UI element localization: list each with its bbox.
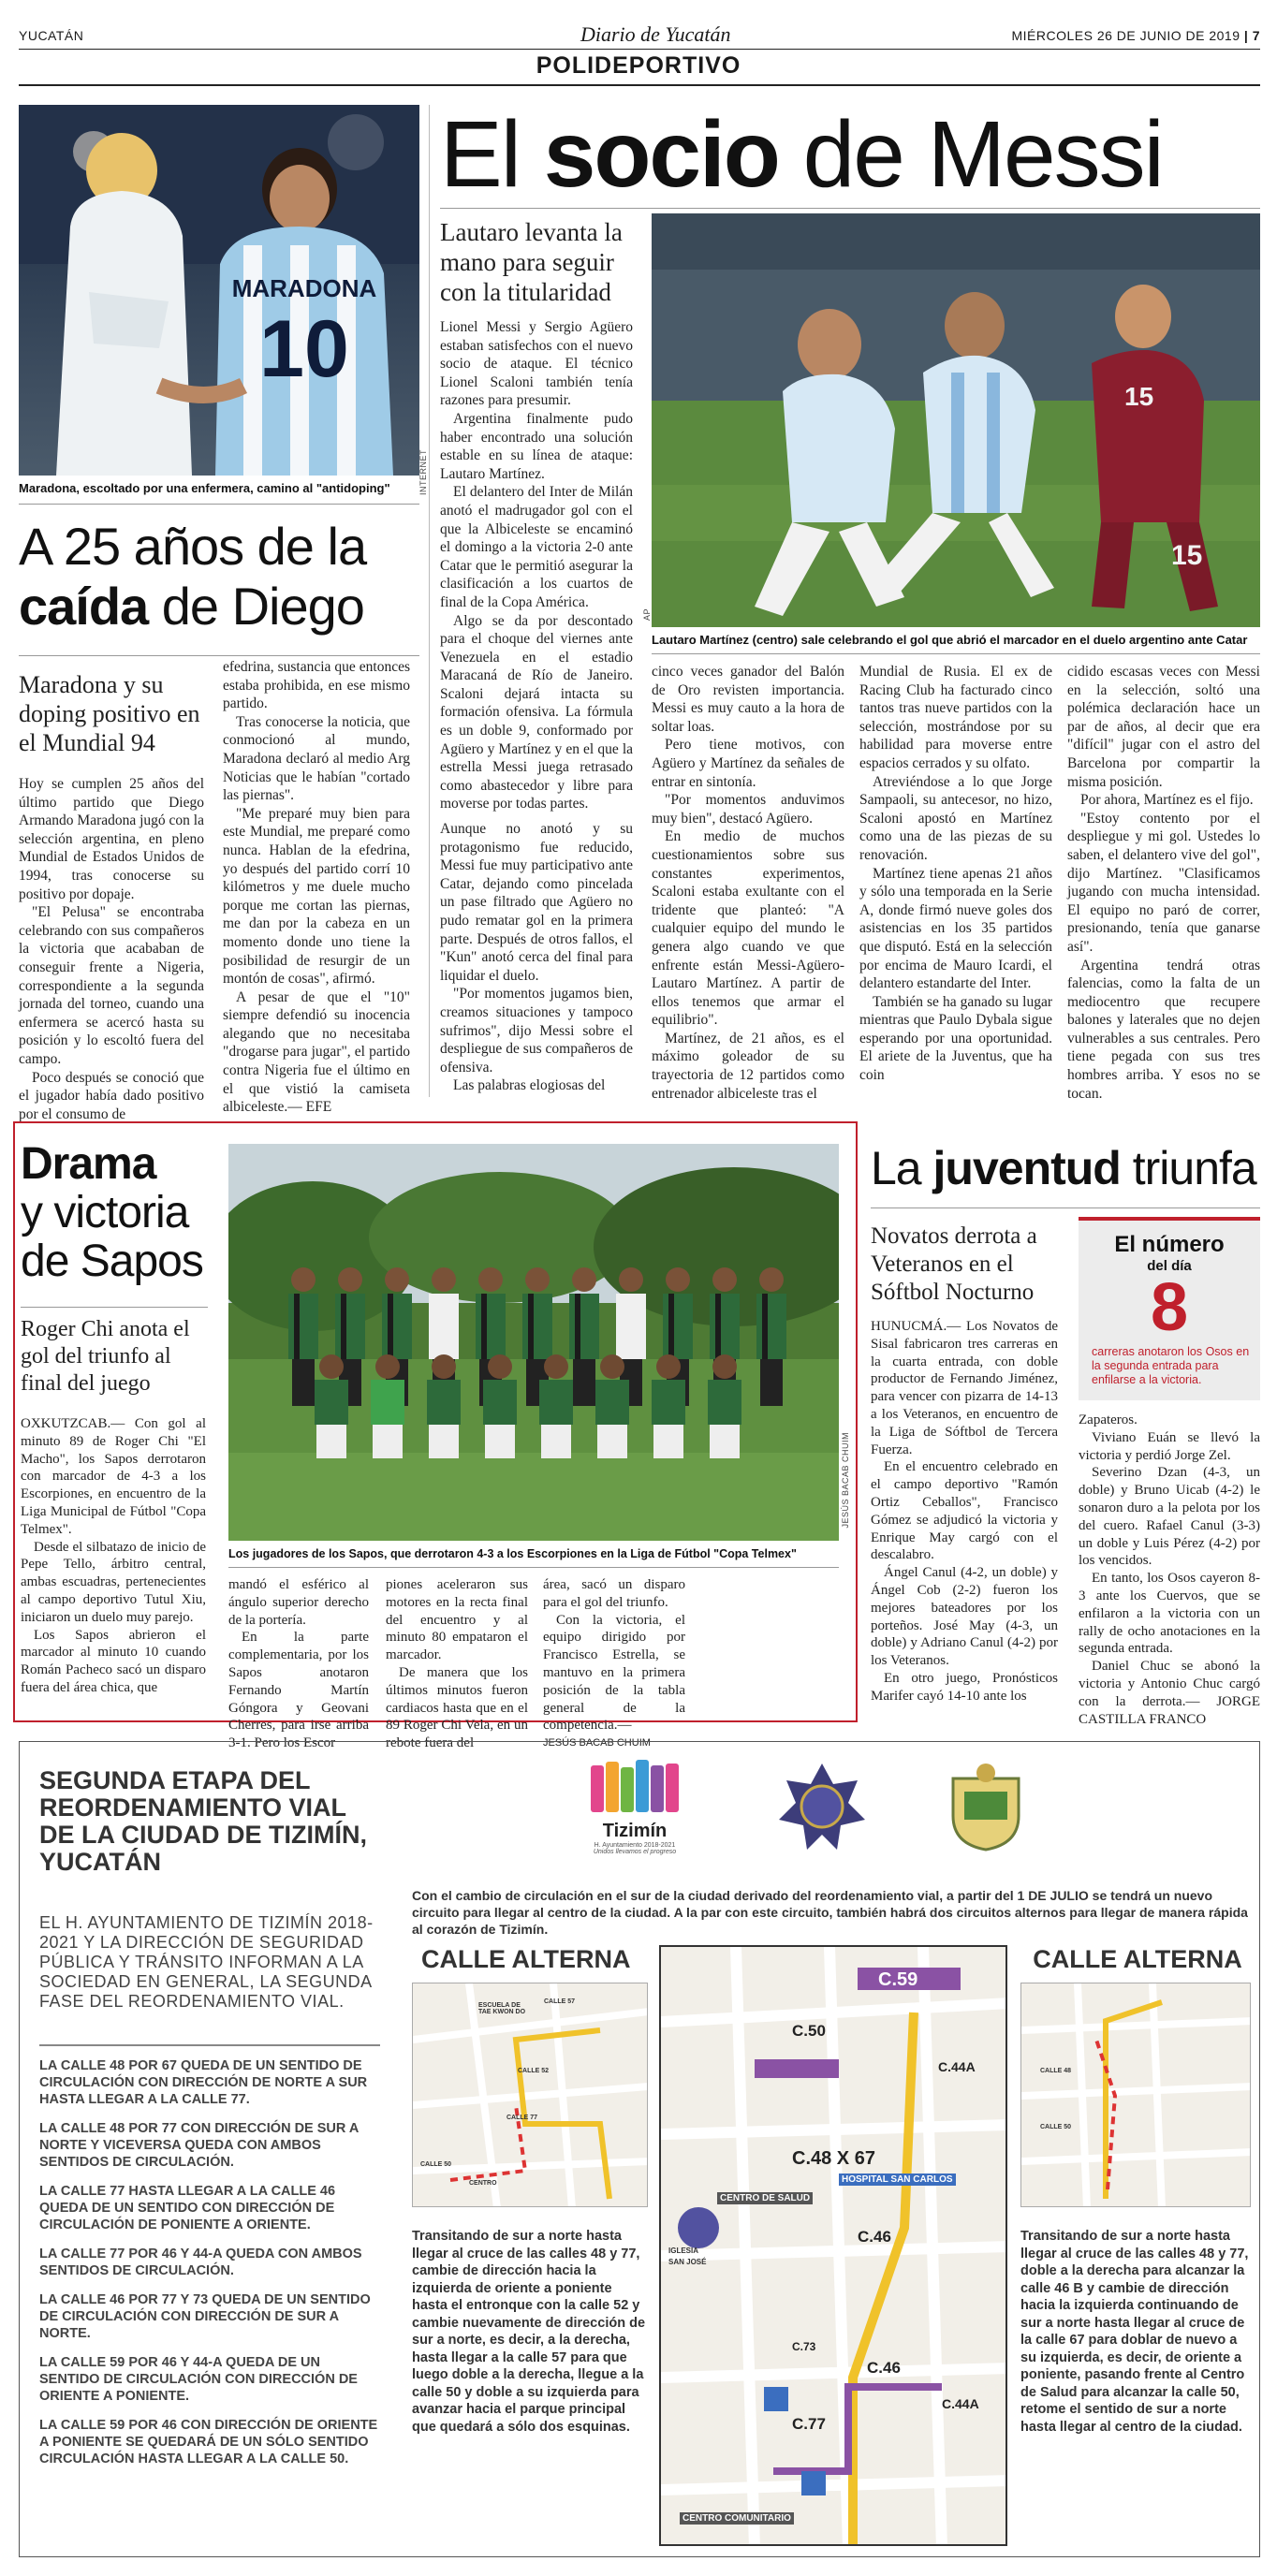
juventud-p4: En otro juego, Pronósticos Marifer cayó 14-10 ante los — [871, 1670, 1058, 1704]
messi-photo-number-b: 15 — [1171, 540, 1203, 571]
juventud-p1: HUNUCMÁ.— Los Novatos de Sisal fabricaron tres carreras en la cuarta entrada, con doble productor de Fernando Jiménez, para vencer con pizarra de 14-13 a los Veteranos, en encuentro de la Liga de Sóftbol de Tercera Fuerza. — [871, 1319, 1058, 1457]
map-center-label-11: HOSPITAL SAN CARLOS — [839, 2174, 956, 2186]
messi-p20: Argentina tendrá otras falencias, como la falta de un mediocentro que recupere balones y laterales que no dejen vulnerables a sus centrales. Pero tiene pegada con sus tres hombres arriba. Y esos no se tocan. — [1067, 957, 1260, 1102]
header-rule-top — [19, 49, 1260, 50]
juventud-p8: En tanto, los Osos cayeron 8-3 ante los Cuervos, que se enfilaron a la victoria con un rally de ocho anotaciones en la segunda entrada. — [1079, 1571, 1260, 1657]
sapos-p3: Los Sapos abrieron el marcador al minuto 10 cuando Román Pacheco sacó un disparo fuera del área chica, que — [21, 1627, 206, 1695]
player-figure — [288, 1267, 318, 1406]
messi-p14: Atreviéndose a lo que Jorge Sampaoli, su antecesor, no hizo, Scaloni apostó en Martínez como una de las piezas de su renovación. — [859, 773, 1052, 863]
ad-left-text: Transitando de sur a norte hasta llegar al cruce de las calles 48 y 77, cambie de dirección hacia la izquierda de oriente a poniente hasta el entronque con la calle 52 y cambie nuevamente de dirección de sur a norte, es decir, a la derecha, hasta llegar a la calle 57 para que luego doble a la derecha, llegue a la calle 50 y doble a su izquierda para avanzar hacia el parque principal que quedará a sólo dos esquinas. — [412, 2229, 646, 2435]
ad-left-heading: CALLE ALTERNA — [421, 1945, 631, 1973]
map-left-label-5: CALLE 50 — [420, 2161, 452, 2168]
sapos-p4: mandó el esférico al ángulo superior derecho de la portería. — [228, 1577, 369, 1628]
messi-p9: Pero tiene motivos, con Agüero y Martínez da señales de entrar en sintonía. — [652, 737, 844, 790]
maradona-p3: Poco después se conoció que el jugador había dado positivo por el consumo de — [19, 1069, 204, 1122]
juventud-p2: En el encuentro celebrado en el campo deportivo "Ramón Ortiz Ceballos", Francisco Gómez se adjudicó la victoria y Enrique May cargó con el descalabro. — [871, 1459, 1058, 1563]
messi-p11: En medio de muchos cuestionamientos sobre sus constantes experimentos, Scaloni estaba exultante con el tridente que planteó: "A cualquier equipo del mundo le genera algo cuando ve que enfrente están Messi-Agüero-Lautaro Martínez. A partir de ellos tenemos que armar el equilibrio". — [652, 828, 844, 1029]
messi-p5: Aunque no anotó y su protagonismo fue reducido, Messi fue muy participativo ante Catar, dejando como pincelada un pase filtrado que Agüero no pudo rematar gol en la primera parte. Después de otros fallos, el "Kun" anotó cerca del final para liquidar el duelo. — [440, 821, 633, 984]
maradona-deck: Maradona y su doping positivo en el Mundial 94 — [19, 671, 200, 756]
sapos-team — [228, 1144, 839, 1541]
maradona-scene — [19, 105, 419, 476]
juventud-deck: Novatos derrota a Veteranos en el Sóftbol Nocturno — [871, 1223, 1037, 1305]
page-header — [19, 22, 1260, 46]
map-center-label-9: C.73 — [792, 2340, 816, 2353]
numero-box — [1079, 1217, 1260, 1400]
header-rule-bottom — [19, 84, 1260, 86]
issue-date: MIÉRCOLES 26 DE JUNIO DE 2019 | 7 — [1011, 28, 1260, 43]
sapos-p9: Con la victoria, el equipo dirigido por Francisco Estrella, se mantuvo en la primera posición de la tabla general de la competencia.— — [543, 1612, 685, 1734]
messi-col-two-visible — [440, 820, 633, 1095]
messi-p7: Las palabras elogiosas del — [453, 1077, 606, 1094]
page-number: 7 — [1252, 28, 1260, 43]
date-text: MIÉRCOLES 26 DE JUNIO DE 2019 — [1011, 28, 1240, 43]
messi-deck: Lautaro levanta la mano para seguir con la titularidad — [440, 218, 623, 306]
messi-p12: Martínez, de 21 años, es el máximo goleador de su trayectoria de 12 partidos como entrenador albiceleste tras el — [652, 1030, 844, 1102]
sapos-headline-light1: y victoria — [21, 1188, 189, 1237]
maradona-photo — [19, 105, 419, 476]
maradona-p1: Hoy se cumplen 25 años del último partido que Diego Armando Maradona jugó con la selección argentina, en pleno Mundial de Estados Unidos de 1994, tras conocerse su positivo por dopaje. — [19, 776, 204, 902]
juventud-p3: Ángel Canul (4-2, un doble) y Ángel Cob (2-2) fueron los mejores bateadores por los porteños. José May (4-3, un doble) y Adriano Canul (4-2) por los Veteranos. — [871, 1565, 1058, 1669]
messi-p2: Argentina finalmente pudo haber encontrado una solución estable en su línea de ataque: Lautaro Martínez. — [440, 410, 633, 482]
messi-p1: Lionel Messi y Sergio Agüero estaban satisfechos con el nuevo socio de ataque. El técnico Lionel Scaloni también tenía razones para presumir. — [440, 319, 633, 409]
juventud-headline-bold: juventud — [932, 1142, 1121, 1194]
column-divider-1 — [429, 105, 430, 1097]
juventud-headline-light1: La — [871, 1142, 933, 1194]
juventud-p6: Viviano Euán se llevó la victoria y perdió Jorge Zel. — [1079, 1429, 1260, 1463]
messi-headline-rule — [440, 208, 1260, 209]
map-center-label-5: C.44A — [938, 2059, 976, 2074]
sapos-p7: De manera que los últimos minutos fueron cardiacos hasta que en el 89 Roger Chi Vela, en un rebote fuera del — [386, 1664, 528, 1751]
sapos-col1 — [21, 1415, 206, 1697]
messi-headline-light1: El — [440, 102, 544, 207]
masthead-logo: Diario de Yucatán — [580, 22, 731, 46]
ad-rules — [39, 2057, 380, 2467]
ad-map-center — [659, 1945, 1007, 2546]
ad-right-heading: CALLE ALTERNA — [1033, 1945, 1242, 1973]
logo-sub: H. Ayuntamiento 2018-2021 — [594, 1842, 676, 1849]
tizimin-logo — [579, 1758, 691, 1870]
player-figure — [708, 1354, 741, 1458]
map-left-label-2: CALLE 57 — [544, 1998, 576, 2005]
sapos-col4 — [543, 1576, 685, 1752]
map-center-label-3: C.48 X 67 — [792, 2148, 875, 2169]
sapos-photo — [228, 1144, 839, 1541]
sapos-col3 — [386, 1576, 528, 1752]
sapos-p1: OXKUTZCAB.— Con gol al minuto 89 de Roger Chi "El Macho", los Sapos derrotaron con marcador de 4-3 a los Escorpiones, en encuentro de la Liga Municipal de Fútbol "Copa Telmex". — [21, 1416, 206, 1537]
ad-rule-1: LA CALLE 48 POR 67 QUEDA DE UN SENTIDO DE CIRCULACIÓN CON DIRECCIÓN DE NORTE A SUR HASTA LLEGAR A LA CALLE 77. — [39, 2058, 368, 2107]
ad-title: SEGUNDA ETAPA DEL REORDENAMIENTO VIAL DE LA CIUDAD DE TIZIMÍN, YUCATÁN — [39, 1766, 367, 1876]
player-figure — [569, 1267, 599, 1406]
ad-rule-7: LA CALLE 59 POR 46 CON DIRECCIÓN DE ORIENTE A PONIENTE SE QUEDARÁ DE UN SÓLO SENTIDO CIRCULACIÓN HASTA LLEGAR A LA CALLE 50. — [39, 2418, 378, 2466]
numero-sub: del día — [1147, 1258, 1192, 1274]
map-center-label-14: SAN JOSÉ — [668, 2258, 707, 2266]
region-label: YUCATÁN — [19, 28, 84, 43]
map-center-label-4: C.46 — [858, 2228, 891, 2246]
ad-announce-rule — [39, 2044, 380, 2046]
jersey-number: 10 — [259, 304, 349, 394]
messi-col1 — [440, 318, 633, 813]
messi-scene — [652, 213, 1260, 627]
team-players — [228, 1144, 839, 1541]
map-left-label-3: CALLE 52 — [518, 2068, 550, 2074]
messi-col-three — [652, 663, 844, 1103]
messi-p16: También se ha ganado su lugar mientras que Paulo Dybala sigue esperando por una oportunidad. El ariete de la Juventus, que ha coin — [859, 993, 1052, 1084]
sapos-headline — [21, 1140, 217, 1286]
juventud-p9: Daniel Chuc se abonó la victoria y Antonio Chuc cargó con la derrota.— JORGE CASTILLA FRANCO — [1079, 1659, 1260, 1727]
map-right-roads — [1021, 1983, 1251, 2207]
map-center-label-6: C.77 — [792, 2415, 826, 2433]
sapos-headline-rule — [21, 1307, 208, 1308]
juventud-p5: Zapateros. — [1079, 1412, 1138, 1427]
messi-p3: El delantero del Inter de Milán anotó el madrugador gol con el que la Albiceleste se encaminó el domingo a la victoria 2-0 ante Catar que le permitió asegurar la clasificación a los cuartos de final de la Copa América. — [440, 484, 633, 610]
map-center-label-2: C.50 — [792, 2022, 826, 2040]
maradona-p5: Tras conocerse la noticia, que conmocionó al mundo, Maradona declaró al medio Arg Noticias que le habían "cortado las piernas". — [223, 713, 410, 804]
map-left-label-6: CENTRO — [469, 2180, 497, 2187]
map-center-label-10: CENTRO DE SALUD — [717, 2192, 813, 2204]
maradona-caption-rule — [19, 504, 419, 505]
juventud-headline — [871, 1140, 1264, 1196]
maradona-credit: INTERNET — [418, 449, 428, 495]
numero-text: carreras anotaron los Osos en la segunda entrada para enfilarse a la victoria. — [1092, 1345, 1250, 1386]
messi-caption: Lautaro Martínez (centro) sale celebrando el gol que abrió el marcador en el duelo argentino ante Catar — [652, 633, 1248, 647]
ad-right-text: Transitando de sur a norte hasta llegar al cruce de las calles 48 y 77, doble a la derecha para alcanzar la calle 46 B y cambie de dirección hacia la izquierda continuando de sur a norte hasta llegar al cruce de la calle 67 para doblar de nuevo a su izquierda, es decir, de oriente a poniente, pasando frente al Centro de Salud para alcanzar la calle 50, retome el sentido de sur a norte hasta llegar al centro de la ciudad. — [1020, 2229, 1249, 2435]
map-center-label-1: C.59 — [878, 1969, 918, 1990]
ad-map-right — [1020, 1983, 1251, 2207]
map-center-label-12: CENTRO COMUNITARIO — [680, 2512, 794, 2525]
map-left-roads — [413, 1983, 648, 2207]
messi-col-four — [859, 663, 1052, 1085]
messi-credit: AP — [642, 608, 652, 622]
messi-p4: Algo se da por descontado para el choque del viernes ante Venezuela en el estadio Maracaná de Río de Janeiro. Scaloni dejará intacta su formación ofensiva. La fórmula es un doble 9, conformado por Agüero y Martínez y en el que la estrella Messi juega retrasado como abastecedor y libre para moverse por todas partes. — [440, 612, 633, 812]
sapos-headline-light2: de Sapos — [21, 1237, 203, 1286]
maradona-p6: "Me preparé muy bien para este Mundial, me preparé como nunca. Hablan de la efedrina, yo después del partido corrí 10 kilómetros y me duele mucho porque me cortan las piernas, me dan por la cabeza en un momento donde uno tiene la posibilidad de resurgir de un montón de cosas", afirmó. — [223, 805, 410, 988]
messi-p13: Mundial de Rusia. El ex de Racing Club ha facturado cinco tantos tras nueve partidos con la selección, mostrándose por su habilidad para moverse entre espacios cerrados y su olfato. — [859, 664, 1052, 771]
juventud-col2 — [1079, 1412, 1260, 1728]
sapos-p8: área, sacó un disparo para el gol del triunfo. — [543, 1577, 685, 1610]
sapos-p2: Desde el silbatazo de inicio de Pepe Tello, árbitro central, ambas escuadras, pertenecientes al campo deportivo Tutul Xiu, iniciaron un duelo muy parejo. — [21, 1539, 206, 1625]
sapos-deck: Roger Chi anota el gol del triunfo al final del juego — [21, 1317, 190, 1396]
numero-label: El número — [1114, 1232, 1225, 1257]
messi-p15: Martínez tiene apenas 21 años y sólo una temporada en la Serie A, donde firmó nueve goles dos asistencias en los 35 partidos que disputó. Está en la selección por encima de Mauro Icardi, el delantero estandarte del Inter. — [859, 865, 1052, 992]
coat-of-arms-icon — [944, 1760, 1028, 1853]
ad-rule-5: LA CALLE 46 POR 77 Y 73 QUEDA DE UN SENTIDO DE CIRCULACIÓN CON DIRECCIÓN DE SUR A NORTE. — [39, 2292, 371, 2341]
sapos-credit: JESÚS BACAB CHUIM — [841, 1432, 850, 1529]
logo-name: Tizimín — [602, 1821, 668, 1841]
maradona-p7: A pesar de que el "10" siempre defendió su inocencia alegando que no necesitaba "drogarse para jugar", el partido contra Nigeria fue el último en el que vistió la camiseta albiceleste.— EFE — [223, 988, 410, 1116]
jersey-name: MARADONA — [231, 274, 377, 302]
maradona-p4: efedrina, sustancia que entonces estaba prohibida, en ese mismo partido. — [223, 659, 410, 712]
map-center-label-7: C.46 — [867, 2359, 901, 2377]
messi-headline-bold: socio — [543, 102, 779, 207]
maradona-col2 — [223, 658, 410, 1117]
ad-rule-4: LA CALLE 77 POR 46 Y 44-A QUEDA CON AMBOS SENTIDOS DE CIRCULACIÓN. — [39, 2247, 362, 2278]
map-left-label-4: CALLE 77 — [506, 2115, 538, 2121]
messi-photo — [652, 213, 1260, 627]
section-title: POLIDEPORTIVO — [536, 52, 741, 79]
messi-p6: "Por momentos jugamos bien, creamos situaciones y tampoco sufrimos", dijo Messi sobre el despliegue de sus compañeros de ofensiva. — [440, 986, 633, 1076]
sapos-caption-rule — [228, 1567, 839, 1568]
map-right-label-2: CALLE 50 — [1040, 2124, 1072, 2130]
sapos-col2 — [228, 1576, 369, 1752]
sapos-caption: Los jugadores de los Sapos, que derrotaron 4-3 a los Escorpiones en la Liga de Fútbol "Copa Telmex" — [228, 1547, 797, 1560]
juventud-headline-light2: triunfa — [1120, 1142, 1256, 1194]
messi-p19: "Estoy contento por el despliegue y mi gol. Ustedes lo saben, el delantero vive del gol", dijo Martínez. "Clasificamos jugando con mucha intensidad. El equipo no paró de correr, presionando, tenía que ganarse así". — [1067, 810, 1260, 955]
sapos-p5: En la parte complementaria, por los Sapos anotaron Fernando Martín Góngora y Geovani Cherres, para irse arriba 3-1. Pero los Escor — [228, 1630, 369, 1751]
map-left-label-1: ESCUELA DE TAE KWON DO — [478, 2002, 526, 2015]
messi-photo-number-a: 15 — [1124, 382, 1154, 411]
ad-map-left — [412, 1983, 648, 2207]
ad-intro: Con el cambio de circulación en el sur de la ciudad derivado del reordenamiento vial, a partir del 1 DE JULIO se tendrá un nuevo circuito para llegar al centro de la ciudad. A la par con este circuito, también habrá dos circuitos alternos para llegar de manera rápida al corazón de Tizimín. — [412, 1888, 1248, 1937]
ad-rule-2: LA CALLE 48 POR 77 CON DIRECCIÓN DE SUR A NORTE Y VICEVERSA QUEDA CON AMBOS SENTIDOS DE CIRCULACIÓN. — [39, 2121, 359, 2170]
police-badge-icon — [775, 1760, 869, 1853]
messi-col-five — [1067, 663, 1260, 1103]
maradona-caption: Maradona, escoltado por una enfermera, camino al "antidoping" — [19, 481, 390, 495]
maradona-headline-rest: de Diego — [148, 577, 364, 636]
messi-p8: cinco veces ganador del Balón de Oro revisten importancia. Messi es muy cauto a la hora de soltar loas. — [652, 664, 844, 735]
map-center-label-8: C.44A — [942, 2396, 979, 2411]
juventud-col1 — [871, 1318, 1058, 1705]
maradona-headline-line2 — [19, 577, 421, 637]
messi-headline — [440, 103, 1264, 206]
maradona-headline-rule — [19, 655, 419, 656]
numero-value: 8 — [1150, 1270, 1189, 1345]
player-figure — [427, 1354, 461, 1458]
sapos-byline: JESÚS BACAB CHUIM — [543, 1737, 651, 1749]
maradona-headline — [19, 517, 421, 637]
tizimin-logo-icon — [583, 1758, 686, 1816]
juventud-p7: Severino Dzan (4-3, un doble) y Bruno Uicab (4-2) le sonaron duro a la pelota por los del cuero. Rafael Canul (3-3) un doble y Luis Pérez (4-2) por los vencidos. — [1079, 1465, 1260, 1569]
ad-rule-3: LA CALLE 77 HASTA LLEGAR A LA CALLE 46 QUEDA DE UN SENTIDO CON DIRECCIÓN DE CIRCULACIÓN DE PONIENTE A ORIENTE. — [39, 2184, 336, 2232]
ad-announce: EL H. AYUNTAMIENTO DE TIZIMÍN 2018-2021 Y LA DIRECCIÓN DE SEGURIDAD PÚBLICA Y TRÁNSITO INFORMAN A LA SOCIEDAD EN GENERAL, LA SEGUNDA FASE DEL REORDENAMIENTO VIAL. — [39, 1913, 374, 2011]
sapos-headline-bold: Drama — [21, 1139, 156, 1189]
ad-rule-6: LA CALLE 59 POR 46 Y 44-A QUEDA DE UN SENTIDO DE CIRCULACIÓN CON DIRECCIÓN DE ORIENTE A PONIENTE. — [39, 2355, 358, 2404]
messi-caption-rule — [652, 653, 1260, 654]
logo-slogan: Unidos llevamos el progreso — [593, 1849, 677, 1855]
messi-headline-light2: de Messi — [778, 102, 1163, 207]
maradona-headline-bold: caída — [19, 577, 149, 636]
map-center-roads — [661, 1947, 1007, 2546]
maradona-headline-line1: A 25 años de la — [19, 517, 367, 576]
maradona-p2: "El Pelusa" se encontraba celebrando con sus compañeros la victoria que acababan de conseguir frente a Nigeria, correspondiente a la segunda jornada del torneo, cuando una enfermera se acercó hasta su posición y lo escoltó fuera del campo. — [19, 904, 204, 1067]
sapos-p6: piones aceleraron sus motores en la recta final del encuentro y al minuto 80 empataron el marcador. — [386, 1577, 528, 1663]
maradona-col1 — [19, 775, 204, 1123]
map-right-label-1: CALLE 48 — [1040, 2068, 1072, 2074]
messi-p18: Por ahora, Martínez es el fijo. — [1080, 792, 1254, 809]
messi-p17: cidido escasas veces con Messi en la selección, soltó una polémica declaración hace un par de años, al decir que era "difícil" jugar con el astro del Barcelona por compartir la misma posición. — [1067, 664, 1260, 790]
map-center-label-13: IGLESIA — [668, 2247, 699, 2255]
player-figure — [756, 1267, 786, 1406]
messi-p10: "Por momentos anduvimos muy bien", destacó Agüero. — [652, 792, 844, 827]
